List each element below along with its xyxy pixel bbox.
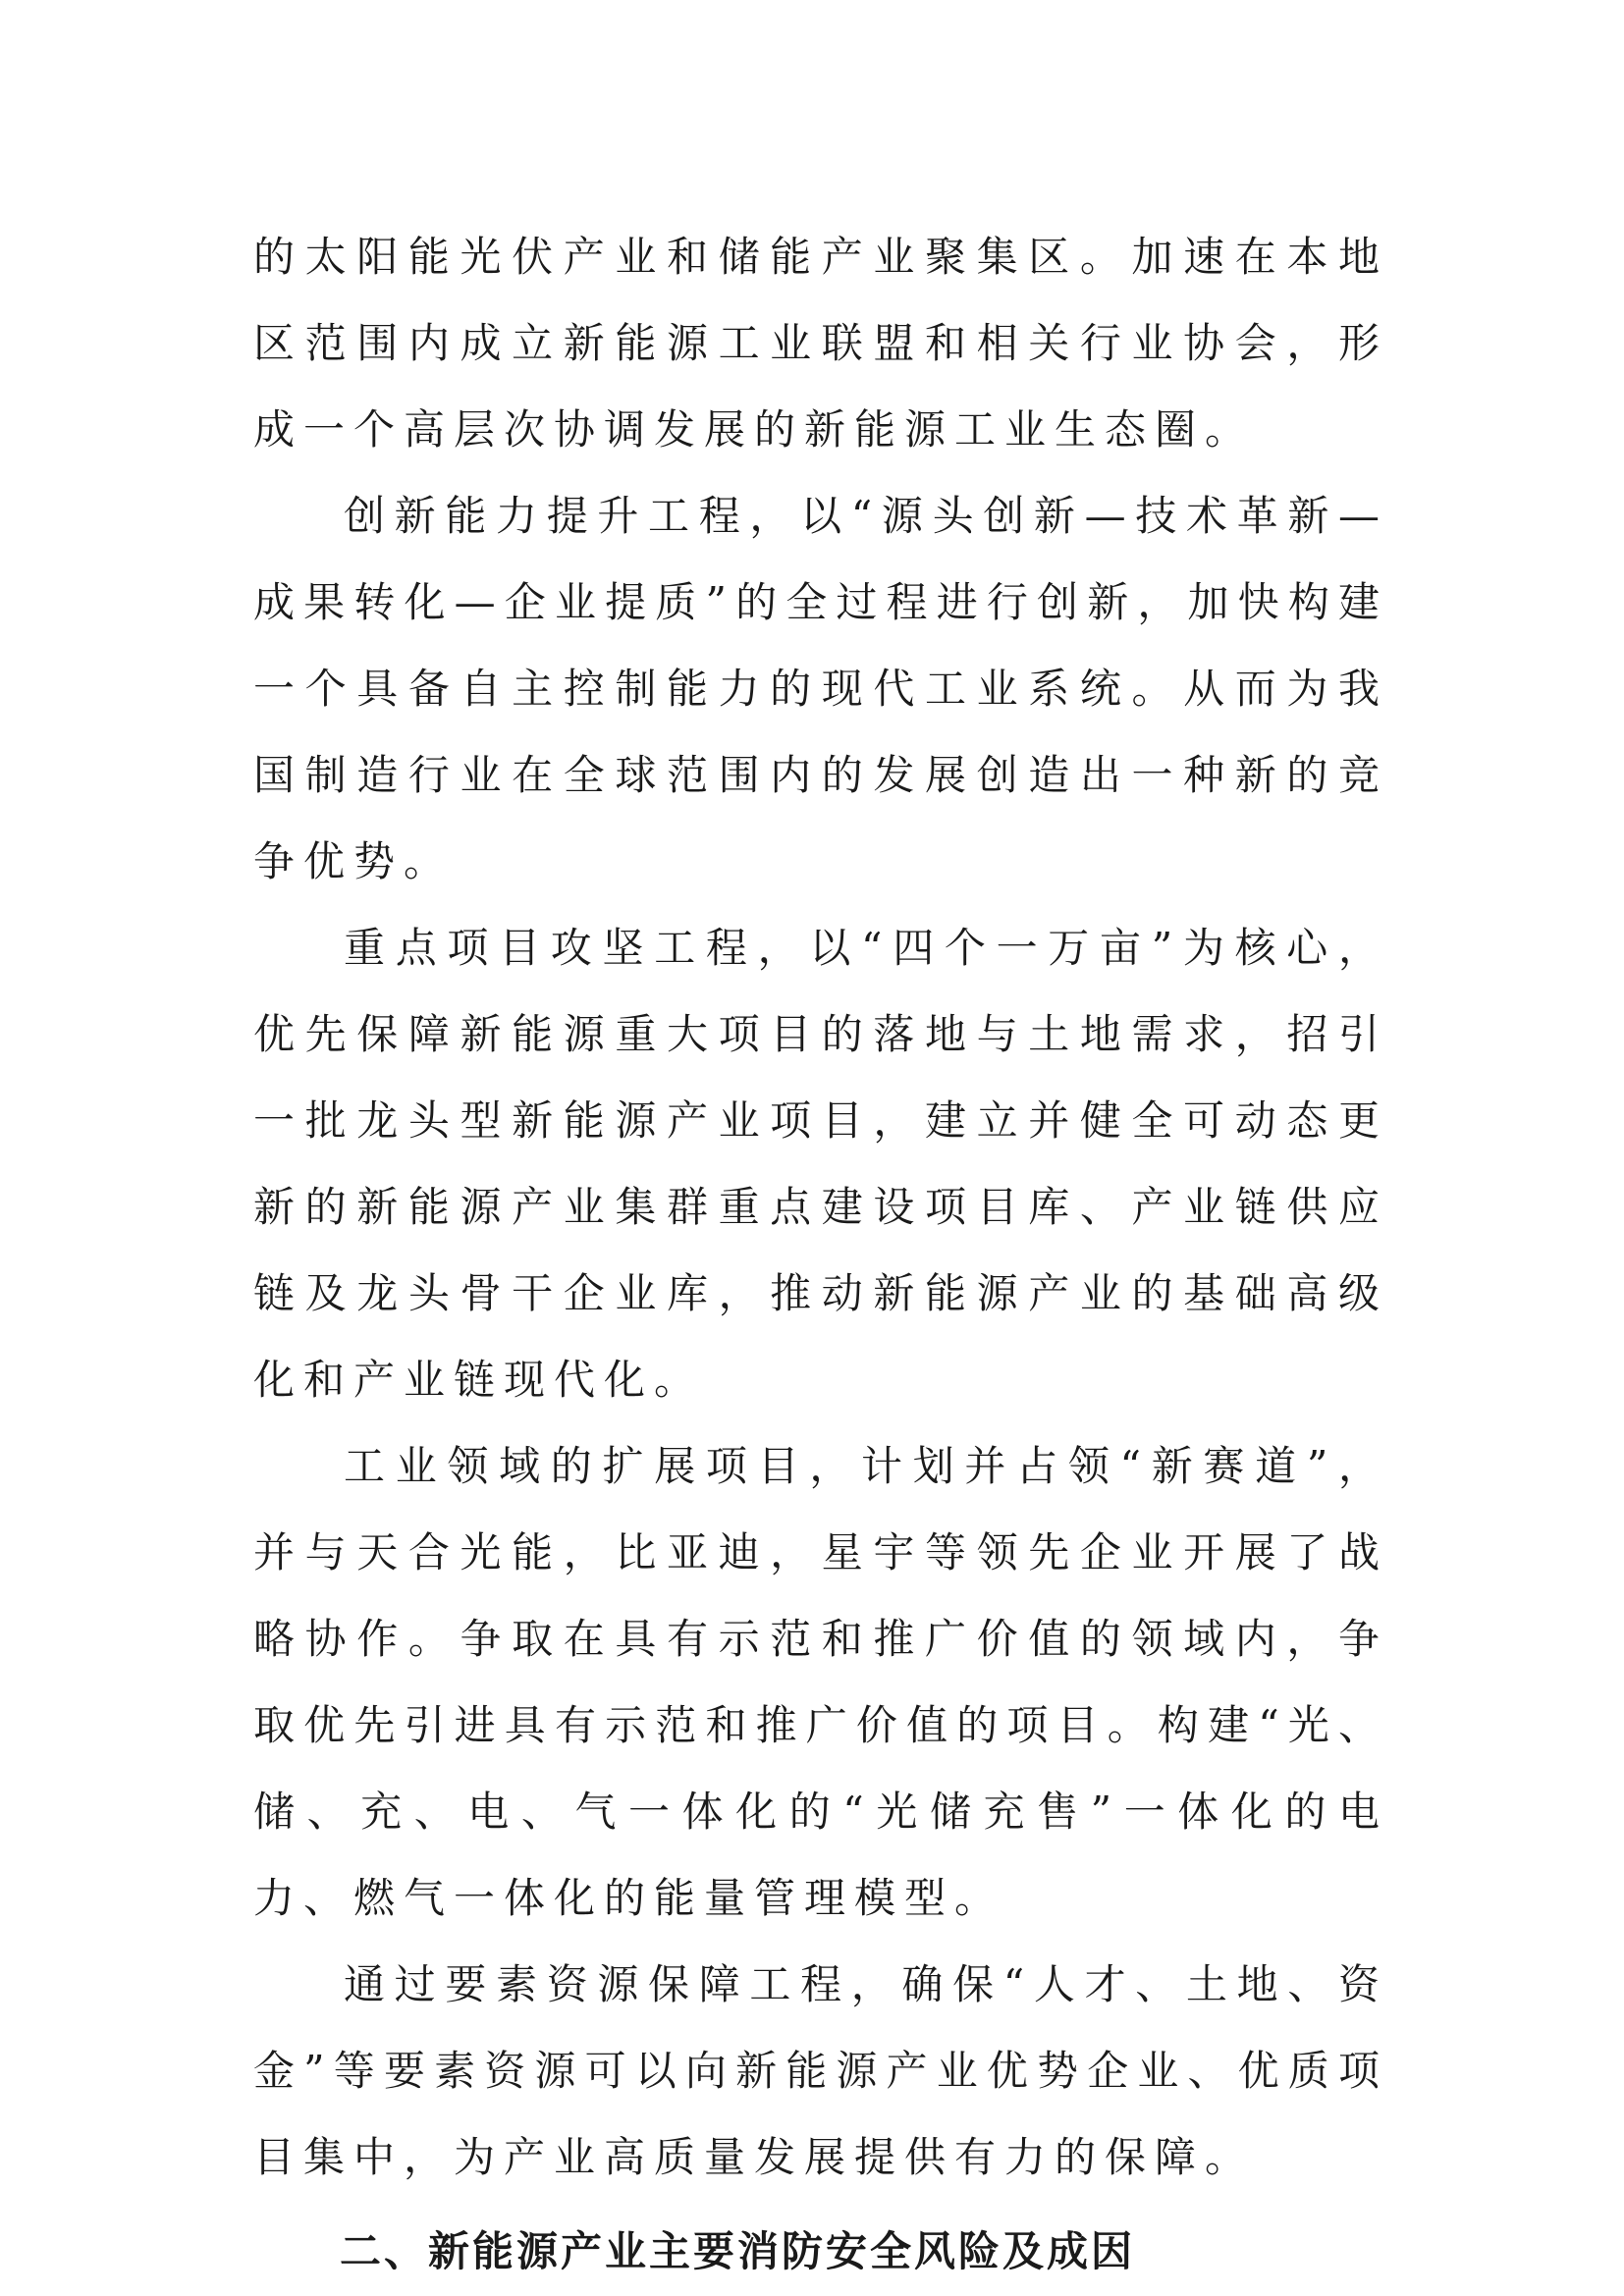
paragraph-innovation: 创新能力提升工程，以“源头创新—技术革新—成果转化—企业提质”的全过程进行创新，加快构建一个具备自主控制能力的现代工业系统。从而为我国制造行业在全球范围内的发展创造出一种新的竞争优势。 [253,492,1388,885]
paragraph-key-projects: 重点项目攻坚工程，以“四个一万亩”为核心，优先保障新能源重大项目的落地与土地需求，招引一批龙头型新能源产业项目，建立并健全可动态更新的新能源产业集群重点建设项目库、产业链供应链及龙头骨干企业库，推动新能源产业的基础高级化和产业链现代化。 [253,924,1388,1404]
paragraph-resource-guarantee: 通过要素资源保障工程，确保“人才、土地、资金”等要素资源可以向新能源产业优势企业、优质项目集中，为产业高质量发展提供有力的保障。 [253,1960,1388,2181]
section-heading: 二、新能源产业主要消防安全风险及成因 [340,2227,1136,2275]
paragraph-continuation: 的太阳能光伏产业和储能产业聚集区。加速在本地区范围内成立新能源工业联盟和相关行业协会，形成一个高层次协调发展的新能源工业生态圈。 [253,233,1388,454]
document-body [253,214,1388,2295]
paragraph-industry-expansion: 工业领域的扩展项目，计划并占领“新赛道”，并与天合光能，比亚迪，星宇等领先企业开展了战略协作。争取在具有示范和推广价值的领域内，争取优先引进具有示范和推广价值的项目。构建“光、储、充、电、气一体化的“光储充售”一体化的电力、燃气一体化的能量管理模型。 [253,1442,1388,1922]
